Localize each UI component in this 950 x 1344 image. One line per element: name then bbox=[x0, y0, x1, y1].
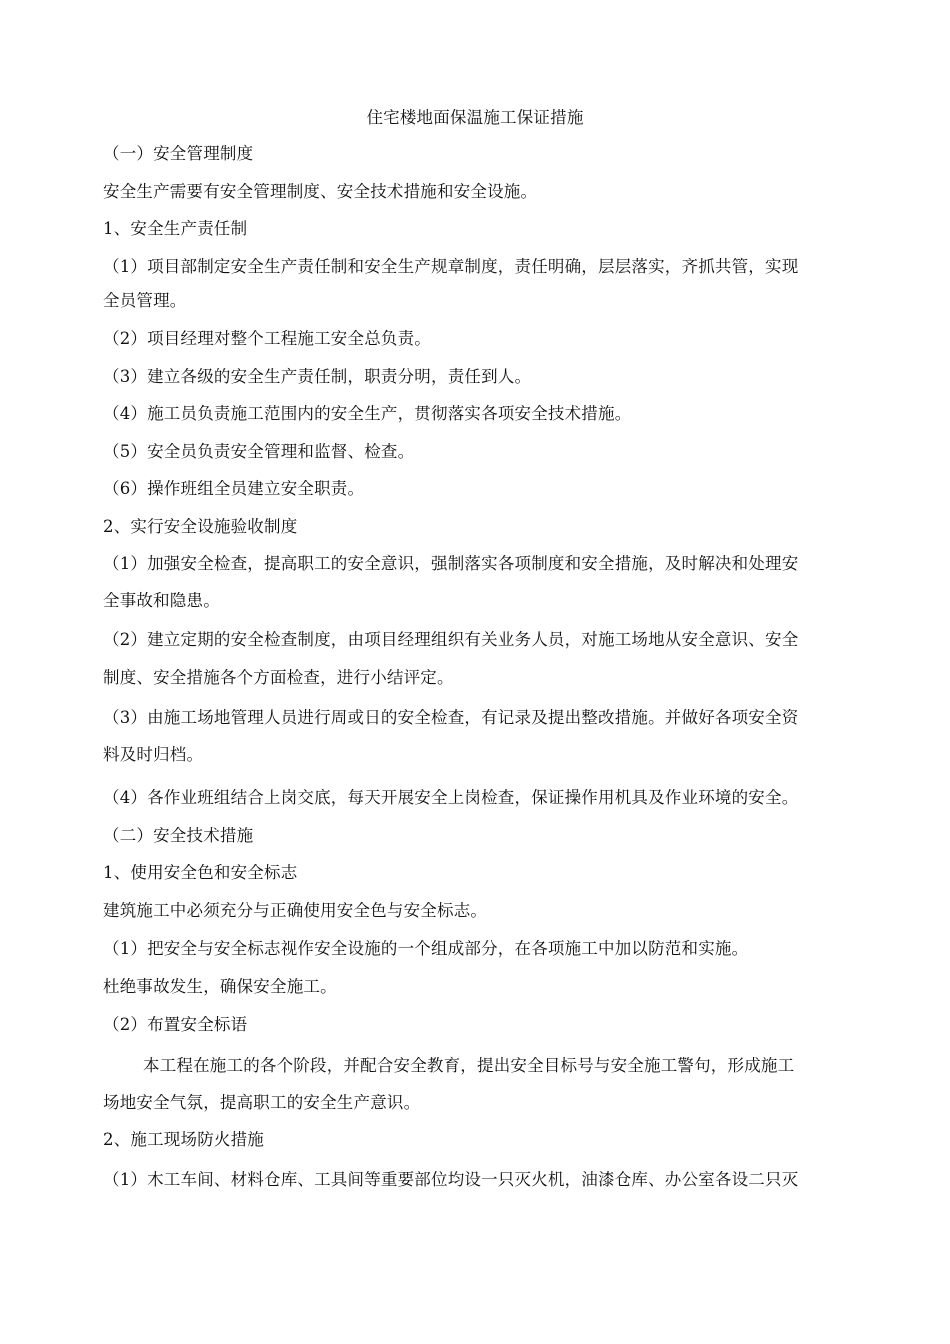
paragraph-line: （2）项目经理对整个工程施工安全总负责。 bbox=[103, 329, 431, 348]
subsection-heading: 1、使用安全色和安全标志 bbox=[103, 863, 298, 882]
paragraph-line: （6）操作班组全员建立安全职责。 bbox=[103, 479, 365, 498]
paragraph-line-indented: 本工程在施工的各个阶段，并配合安全教育，提出安全目标号与安全施工警句，形成施工 bbox=[143, 1056, 795, 1075]
paragraph-line: （4）各作业班组结合上岗交底，每天开展安全上岗检查，保证操作用机具及作业环境的安全。 bbox=[103, 788, 799, 807]
paragraph-line: （3）由施工场地管理人员进行周或日的安全检查，有记录及提出整改措施。并做好各项安全资 bbox=[103, 708, 799, 727]
subsection-heading: 2、施工现场防火措施 bbox=[103, 1130, 264, 1149]
paragraph-line: 杜绝事故发生，确保安全施工。 bbox=[103, 977, 337, 996]
page-title: 住宅楼地面保温施工保证措施 bbox=[366, 108, 584, 127]
section-heading: （一）安全管理制度 bbox=[103, 144, 254, 163]
paragraph-line: （1）加强安全检查，提高职工的安全意识，强制落实各项制度和安全措施，及时解决和处理安 bbox=[103, 554, 799, 573]
paragraph-line: 场地安全气氛，提高职工的安全生产意识。 bbox=[103, 1093, 421, 1112]
paragraph-line: （1）项目部制定安全生产责任制和安全生产规章制度，责任明确，层层落实，齐抓共管，实现 bbox=[103, 257, 799, 276]
subsection-heading: 1、安全生产责任制 bbox=[103, 219, 248, 238]
paragraph-line: （2）布置安全标语 bbox=[103, 1015, 248, 1034]
paragraph-line: 全员管理。 bbox=[103, 291, 187, 310]
paragraph-line: （4）施工员负责施工范围内的安全生产，贯彻落实各项安全技术措施。 bbox=[103, 404, 632, 423]
section-heading: （二）安全技术措施 bbox=[103, 826, 254, 845]
paragraph-line: 全事故和隐患。 bbox=[103, 591, 220, 610]
paragraph-line: 料及时归档。 bbox=[103, 745, 204, 764]
paragraph-line: 安全生产需要有安全管理制度、安全技术措施和安全设施。 bbox=[103, 182, 538, 201]
paragraph-line: （5）安全员负责安全管理和监督、检查。 bbox=[103, 442, 415, 461]
paragraph-line: （1）把安全与安全标志视作安全设施的一个组成部分，在各项施工中加以防范和实施。 bbox=[103, 939, 749, 958]
subsection-heading: 2、实行安全设施验收制度 bbox=[103, 517, 298, 536]
paragraph-line: （3）建立各级的安全生产责任制，职责分明，责任到人。 bbox=[103, 367, 532, 386]
paragraph-line: 制度、安全措施各个方面检查，进行小结评定。 bbox=[103, 668, 454, 687]
paragraph-line: 建筑施工中必须充分与正确使用安全色与安全标志。 bbox=[103, 901, 488, 920]
paragraph-line: （1）木工车间、材料仓库、工具间等重要部位均设一只灭火机，油漆仓库、办公室各设二只灭 bbox=[103, 1170, 799, 1189]
paragraph-line: （2）建立定期的安全检查制度，由项目经理组织有关业务人员，对施工场地从安全意识、安全 bbox=[103, 630, 799, 649]
